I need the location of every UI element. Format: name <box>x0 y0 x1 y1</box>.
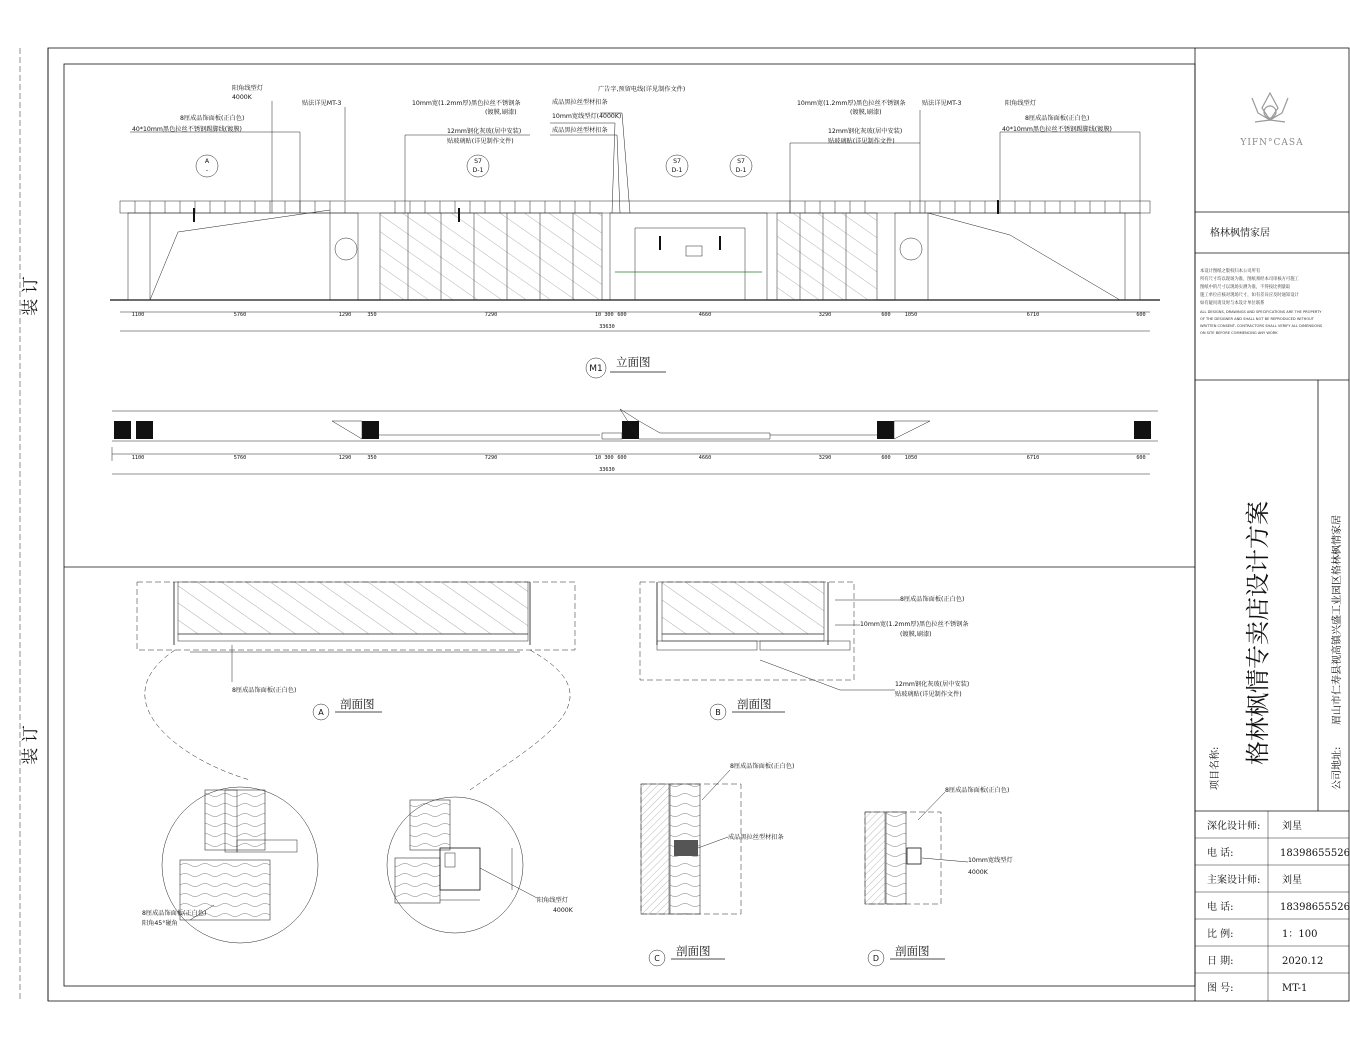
row-value-lead-designer: 刘星 <box>1282 875 1302 886</box>
note-line-2: 所有尺寸均以现场为准，图纸须经本司审核方可施工 <box>1200 277 1299 282</box>
elevation-tag: M1 <box>589 364 603 374</box>
binding-margin <box>20 48 48 1001</box>
dim-13: 6710 <box>1026 312 1040 318</box>
plan-dim-2: 5760 <box>233 455 247 461</box>
address-label: 公司地址: <box>1332 746 1343 790</box>
note-line-7: OF THE DESIGNER AND SHALL NOT BE REPRODUCED WITHOUT <box>1200 317 1315 321</box>
company-name: 格林枫情家居 <box>1210 228 1270 239</box>
label-film-left: 贴玻璃贴(详见制作文件) <box>447 138 514 145</box>
dim-11: 600 <box>881 312 891 318</box>
section-b-label-film: 贴玻璃贴(详见制作文件) <box>895 691 962 698</box>
plan-dim-9: 4660 <box>698 455 712 461</box>
row-value-phone1: 18398655526 <box>1280 848 1350 859</box>
callout-s7-1-sub: D-1 <box>472 167 484 174</box>
section-c <box>641 762 794 966</box>
label-steel-strip-right: 10mm宽(1.2mm厚)黑色拉丝不锈钢条 <box>797 100 906 107</box>
section-a-lamp-label: 阳角线型灯 <box>537 897 568 904</box>
dim-1: 1100 <box>131 312 145 318</box>
plan-dim-8: 600 <box>617 455 627 461</box>
section-d-tag: D <box>872 954 880 963</box>
title-block <box>1195 48 1350 1001</box>
section-a-tag: A <box>318 708 324 717</box>
elevation-dims <box>132 312 1146 330</box>
section-c-label-profile: 成品黑拉丝型材扣条 <box>728 834 784 841</box>
section-a-detail-label2: 阳角45°碰角 <box>142 920 178 927</box>
section-d-label-4000k: 4000K <box>968 869 988 876</box>
dim-total: 33630 <box>599 324 615 330</box>
label-strip-left: 40*10mm黑色拉丝不锈钢踢脚线(镀膜) <box>132 126 242 133</box>
label-panel-right: 8厘成品饰面板(正白色) <box>1025 115 1090 122</box>
row-value-phone2: 18398655526 <box>1280 902 1350 913</box>
plan-drawing <box>112 409 1158 474</box>
plan-dim-14: 600 <box>1136 455 1146 461</box>
row-label-drawing-no: 图 号: <box>1207 983 1234 994</box>
label-paste-left: 贴法详见MT-3 <box>302 100 342 107</box>
row-value-drawing-no: MT-1 <box>1282 983 1308 994</box>
section-a-title: 剖面图 <box>340 697 375 711</box>
dim-6: 10 <box>594 312 602 318</box>
section-b <box>640 582 969 720</box>
row-label-lead-designer: 主案设计师: <box>1207 875 1261 886</box>
project-name: 格林枫情专卖店设计方案 <box>1244 501 1272 765</box>
plan-dim-11: 600 <box>881 455 891 461</box>
dim-9: 4660 <box>698 312 712 318</box>
section-b-label-panel: 8厘成品饰面板(正白色) <box>900 596 965 603</box>
elevation-title: 立面图 <box>616 355 651 369</box>
row-label-date: 日 期: <box>1207 956 1234 967</box>
plan-dim-total: 33630 <box>599 467 615 473</box>
section-c-title: 剖面图 <box>676 944 711 958</box>
dim-14: 600 <box>1136 312 1146 318</box>
section-d-title: 剖面图 <box>895 944 930 958</box>
callout-s7-3-sub: D-1 <box>735 167 747 174</box>
dim-3: 1290 <box>338 312 352 318</box>
binding-text-bottom: 装 订 <box>21 725 41 765</box>
dim-8: 600 <box>617 312 627 318</box>
row-label-scale: 比 例: <box>1207 929 1234 940</box>
plan-dim-6: 10 <box>594 455 602 461</box>
project-label: 项目名称: <box>1210 746 1221 790</box>
callout-s7-3: S7 <box>737 158 745 165</box>
section-b-tag: B <box>715 708 721 717</box>
section-a <box>137 582 575 943</box>
info-rows <box>1207 819 1350 994</box>
row-value-date: 2020.12 <box>1282 956 1324 967</box>
label-glass-right: 12mm钢化灰玻(居中安装) <box>828 128 903 135</box>
elevation-drawing <box>110 84 1160 378</box>
note-line-4: 施工单位应核对现场尺寸，如有差异应及时通知设计 <box>1200 293 1299 298</box>
note-line-9: ON SITE BEFORE COMMENCING ANY WORK <box>1200 331 1278 335</box>
label-4000k-left: 4000K <box>232 94 252 101</box>
dim-7: 300 <box>604 312 614 318</box>
row-label-phone1: 电 话: <box>1207 848 1234 859</box>
dim-2: 5760 <box>233 312 247 318</box>
plan-dim-7: 300 <box>604 455 614 461</box>
plan-dim-13: 6710 <box>1026 455 1040 461</box>
note-line-5: 如有疑问请及时与本设计单位联系 <box>1200 301 1265 306</box>
note-line-1: 本设计图纸之版权归本公司所有 <box>1200 269 1261 274</box>
callout-s7-2-sub: D-1 <box>671 167 683 174</box>
plan-dim-10: 3290 <box>818 455 832 461</box>
section-b-title: 剖面图 <box>737 697 772 711</box>
plan-dim-12: 1050 <box>904 455 918 461</box>
label-ad-text: 广告字,预留电线(详见制作文件) <box>598 86 686 93</box>
section-a-label-panel: 8厘成品饰面板(正白色) <box>232 687 297 694</box>
section-b-label-strip: 10mm宽(1.2mm厚)黑色拉丝不锈钢条 <box>860 621 969 628</box>
label-film-right: 贴玻璃贴(详见制作文件) <box>828 138 895 145</box>
callout-s7-2: S7 <box>673 158 681 165</box>
section-c-tag: C <box>654 954 660 963</box>
note-line-6: ALL DESIGNS, DRAWINGS AND SPECIFICATIONS ARE THE PROPERTY <box>1200 310 1322 314</box>
callout-a-sub: - <box>205 167 209 174</box>
note-line-8: WRITTEN CONSENT. CONTRACTORS SHALL VERIFY ALL DIMENSIONS <box>1200 324 1323 328</box>
label-brushed-left: (镀膜,刷漆) <box>485 109 517 116</box>
logo-text: YIFN°CASA <box>1240 138 1304 148</box>
row-label-phone2: 电 话: <box>1207 902 1234 913</box>
section-b-label-brushed: (镀膜,刷漆) <box>900 631 932 638</box>
section-callouts <box>196 155 752 177</box>
label-brushed-right: (镀膜,刷漆) <box>850 109 882 116</box>
address-text: 眉山市仁寿县视高镇兴盛工业园区格林枫情家居 <box>1332 515 1343 725</box>
brand-logo <box>1252 93 1288 122</box>
label-corner-lamp-left: 阳角线型灯 <box>232 85 263 92</box>
label-profile-a: 成品黑拉丝型材扣条 <box>552 99 608 106</box>
row-label-designer: 深化设计师: <box>1207 821 1261 832</box>
section-b-label-glass: 12mm钢化灰玻(居中安装) <box>895 681 970 688</box>
label-linelamp: 10mm宽线型灯(4000K) <box>552 113 622 120</box>
section-d-label-lamp: 10mm宽线型灯 <box>968 857 1013 864</box>
note-line-3: 图纸中的尺寸以现场实测为准，不得按比例量取 <box>1200 285 1291 290</box>
callout-s7-1: S7 <box>474 158 482 165</box>
label-strip-right: 40*10mm黑色拉丝不锈钢踢脚线(镀膜) <box>1002 126 1112 133</box>
label-profile-b: 成品黑拉丝型材扣条 <box>552 127 608 134</box>
plan-dim-4: 350 <box>367 455 377 461</box>
callout-a: A <box>204 158 210 165</box>
section-a-lamp-4000k: 4000K <box>553 907 573 914</box>
dim-5: 7290 <box>484 312 498 318</box>
plan-dim-5: 7290 <box>484 455 498 461</box>
section-a-detail-label1: 8厘成品饰面板(正白色) <box>142 910 207 917</box>
section-c-label-panel: 8厘成品饰面板(正白色) <box>730 763 795 770</box>
label-paste-right: 贴法详见MT-3 <box>922 100 962 107</box>
label-steel-strip-left: 10mm宽(1.2mm厚)黑色拉丝不锈钢条 <box>412 100 521 107</box>
section-d <box>865 786 1013 966</box>
plan-dim-3: 1290 <box>338 455 352 461</box>
dim-10: 3290 <box>818 312 832 318</box>
dim-12: 1050 <box>904 312 918 318</box>
section-d-label-panel: 8厘成品饰面板(正白色) <box>945 787 1010 794</box>
notes-block <box>1200 267 1323 335</box>
plan-dims <box>132 455 1146 473</box>
binding-text-top: 装 订 <box>21 276 41 316</box>
plan-dim-1: 1100 <box>131 455 145 461</box>
row-value-designer: 刘星 <box>1282 821 1302 832</box>
label-panel-left: 8厘成品饰面板(正白色) <box>180 115 245 122</box>
label-glass-left: 12mm钢化灰玻(居中安装) <box>447 128 522 135</box>
row-value-scale: 1：100 <box>1282 929 1318 940</box>
dim-4: 350 <box>367 312 377 318</box>
label-corner-lamp-right: 阳角线型灯 <box>1005 100 1036 107</box>
